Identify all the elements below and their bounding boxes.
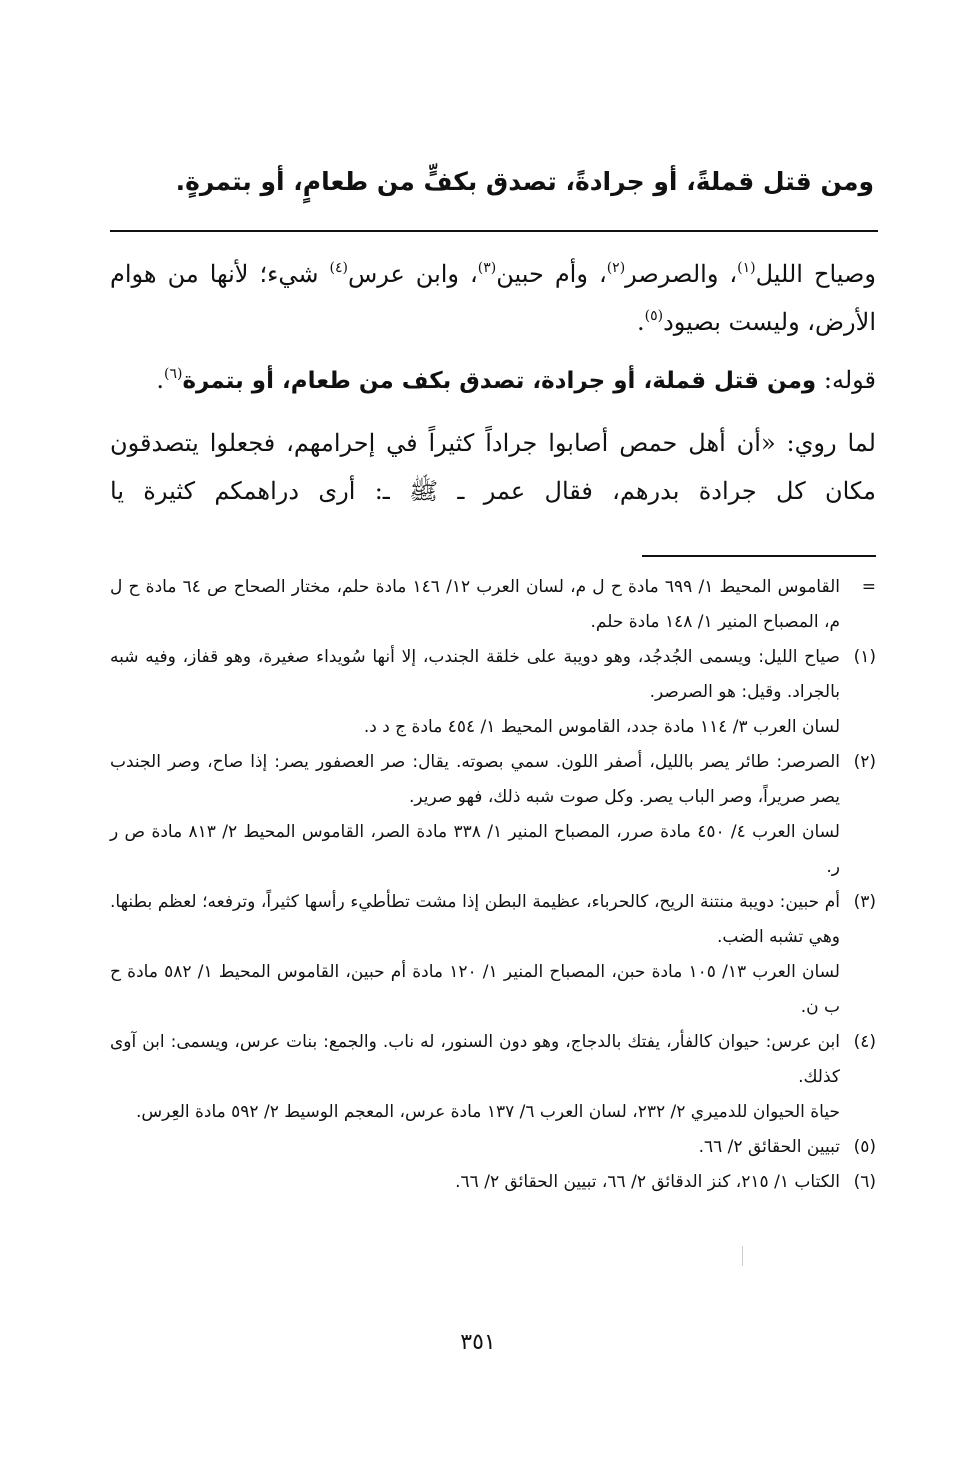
footnote-text [110, 570, 840, 640]
commentary-paragraph-1 [110, 250, 876, 346]
footnote-text [110, 1165, 840, 1200]
footnote-number: = [861, 577, 876, 597]
text-run: ، وابن عرس [347, 260, 478, 288]
footnote-line: لسان العرب ٣/ ١١٤ مادة جدد، القاموس المحيط ١/ ٤٥٤ مادة ج د د. [363, 717, 840, 737]
footnote-number: (١) [853, 647, 876, 667]
footnote-text [110, 1025, 840, 1130]
footnote-line: صياح الليل: ويسمى الجُدجُد، وهو دويبة على خلقة الجندب، إلا أنها سُويداء صغيرة، وهو قفاز، وفيه شبه بالجراد. وقيل: هو الصرصر. [110, 647, 840, 702]
footnote-separator-rule [642, 555, 876, 557]
footnote-ref-3[interactable]: (٣) [477, 260, 497, 276]
commentary-paragraph-2 [110, 356, 876, 405]
quoted-matn: ومن قتل قملة، أو جرادة، تصدق بكف من طعام، أو بتمرة [182, 368, 817, 394]
footnote-ref-1[interactable]: (١) [737, 260, 756, 276]
footnote-number: (٢) [853, 752, 876, 772]
footnote-number: (٣) [853, 892, 876, 912]
footnotes [110, 570, 876, 1200]
text-run: شيء؛ لأنها من هوام الأرض، وليست بصيود [110, 260, 876, 336]
commentary-body [110, 250, 876, 515]
matn-heading: ومن قتل قملةً، أو جرادةً، تصدق بكفٍّ من طعامٍ، أو بتمرةٍ. [175, 167, 874, 196]
footnote-item [110, 640, 876, 745]
footnote-line: الصرصر: طائر يصر بالليل، أصفر اللون. سمي بصوته. يقال: صر العصفور يصر: إذا صاح، وصر الجندب يصر صريراً، وصر الباب يصر. وكل صوت شبه ذلك، فهو صرير. [110, 752, 840, 807]
footnote-text [110, 885, 840, 1025]
footnote-line: أم حبين: دويبة منتنة الريح، كالحرباء، عظيمة البطن إذا مشت تطأطيء رأسها كثيراً، وترفعه؛ لعظم بطنها. وهي تشبه الضب. [110, 892, 840, 947]
matn-separator-rule [110, 230, 878, 232]
scan-mark [742, 1246, 743, 1266]
footnote-line: الكتاب ١/ ٢١٥، كنز الدقائق ٢/ ٦٦، تبيين الحقائق ٢/ ٦٦. [455, 1172, 840, 1192]
footnote-ref-6[interactable]: (٦) [163, 366, 183, 382]
footnote-line: حياة الحيوان للدميري ٢/ ٢٣٢، لسان العرب ٦/ ١٣٧ مادة عرس، المعجم الوسيط ٢/ ٥٩٢ مادة العِرس. [135, 1102, 840, 1122]
footnote-item [110, 745, 876, 885]
footnote-line: ابن عرس: حيوان كالفأر، يفتك بالدجاج، وهو دون السنور، له ناب. والجمع: بنات عرس، ويسمى: ابن آوى كذلك. [110, 1032, 840, 1087]
text-run: ، والصرصر [625, 260, 738, 288]
text-run: قوله: [816, 366, 876, 394]
footnote-text [110, 1130, 840, 1165]
footnote-number: (٤) [853, 1032, 876, 1052]
footnote-number: (٥) [853, 1137, 876, 1157]
text-run: . [636, 308, 645, 336]
footnote-text [110, 745, 840, 885]
footnote-item [110, 1025, 876, 1130]
footnote-line: تبيين الحقائق ٢/ ٦٦. [698, 1137, 840, 1157]
footnote-ref-4[interactable]: (٤) [329, 260, 348, 276]
footnote-text [110, 640, 840, 745]
text-run: وصياح الليل [755, 260, 876, 288]
footnote-item [110, 1165, 876, 1200]
footnote-line: لسان العرب ١٣/ ١٠٥ مادة حبن، المصباح المنير ١/ ١٢٠ مادة أم حبين، القاموس المحيط ١/ ٥٨٢ مادة ح ب ن. [110, 962, 840, 1017]
commentary-paragraph-3: لما روي: «أن أهل حمص أصابوا جراداً كثيراً في إحرامهم، فجعلوا يتصدقون مكان كل جرادة بدرهم، فقال عمر ـ ﷺ ـ: أرى دراهمكم كثيرة يا [110, 429, 876, 505]
footnote-ref-5[interactable]: (٥) [644, 308, 664, 324]
footnote-item [110, 570, 876, 640]
text-run: ، وأم حبين [496, 260, 607, 288]
text-run: . [156, 366, 164, 394]
footnote-line: لسان العرب ٤/ ٤٥٠ مادة صرر، المصباح المنير ١/ ٣٣٨ مادة الصر، القاموس المحيط ٢/ ٨١٣ مادة ص ر ر. [110, 822, 840, 877]
footnote-item [110, 885, 876, 1025]
page-number: ٣٥١ [460, 1330, 496, 1355]
footnote-item [110, 1130, 876, 1165]
footnote-number: (٦) [853, 1172, 876, 1192]
footnote-line: القاموس المحيط ١/ ٦٩٩ مادة ح ل م، لسان العرب ١٢/ ١٤٦ مادة حلم، مختار الصحاح ص ٦٤ مادة ح ل م، المصباح المنير ١/ ١٤٨ مادة حلم. [110, 577, 840, 632]
footnote-ref-2[interactable]: (٢) [606, 260, 626, 276]
